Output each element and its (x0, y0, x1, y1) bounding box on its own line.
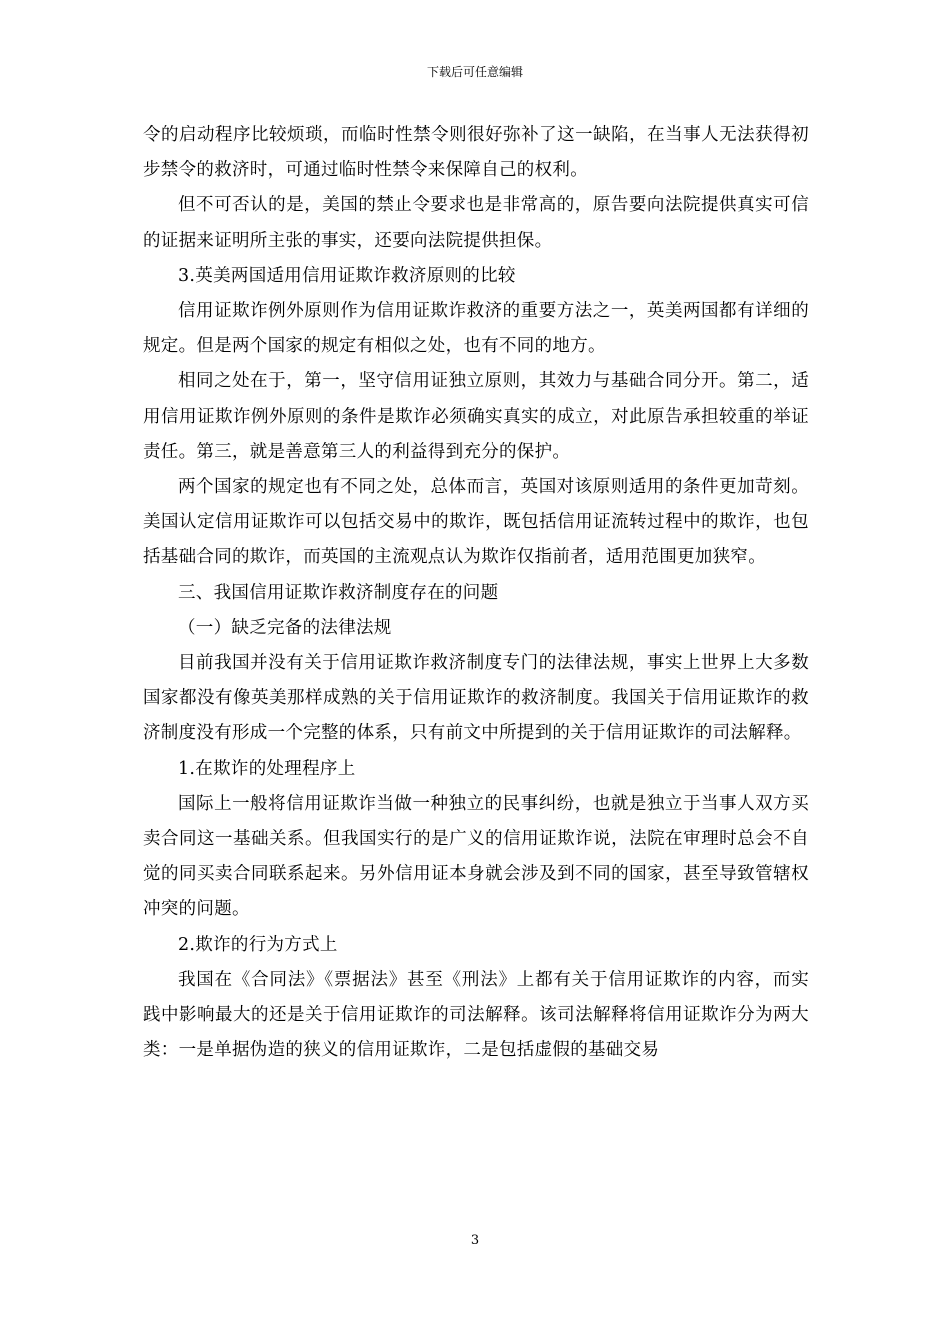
paragraph: 两个国家的规定也有不同之处，总体而言，英国对该原则适用的条件更加苛刻。美国认定信用证欺诈可以包括交易中的欺诈，既包括信用证流转过程中的欺诈，也包括基础合同的欺诈，而英国的主流观点认为欺诈仅指前者，适用范围更加狭窄。 (143, 477, 809, 568)
paragraph: 信用证欺诈例外原则作为信用证欺诈救济的重要方法之一，英美两国都有详细的规定。但是两个国家的规定有相似之处，也有不同的地方。 (143, 301, 809, 357)
page-header: 下载后可任意编辑 (426, 65, 523, 79)
paragraph: 国际上一般将信用证欺诈当做一种独立的民事纠纷，也就是独立于当事人双方买卖合同这一基础关系。但我国实行的是广义的信用证欺诈说，法院在审理时总会不自觉的同买卖合同联系起来。另外信用证本身就会涉及到不同的国家，甚至导致管辖权冲突的问题。 (143, 793, 809, 920)
page-number: 3 (470, 1233, 480, 1248)
paragraph: 令的启动程序比较烦琐，而临时性禁令则很好弥补了这一缺陷，在当事人无法获得初步禁令的救济时，可通过临时性禁令来保障自己的权利。 (143, 125, 809, 181)
paragraph: 目前我国并没有关于信用证欺诈救济制度专门的法律法规，事实上世界上大多数国家都没有像英美那样成熟的关于信用证欺诈的救济制度。我国关于信用证欺诈的救济制度没有形成一个完整的体系，只有前文中所提到的关于信用证欺诈的司法解释。 (143, 653, 809, 744)
section-heading: 三、我国信用证欺诈救济制度存在的问题 (178, 582, 499, 603)
subsection-heading: 1.在欺诈的处理程序上 (178, 758, 356, 779)
paragraph: 我国在《合同法》《票据法》甚至《刑法》上都有关于信用证欺诈的内容，而实践中影响最大的还是关于信用证欺诈的司法解释。该司法解释将信用证欺诈分为两大类：一是单据伪造的狭义的信用证欺诈，二是包括虚假的基础交易 (143, 969, 809, 1061)
section-heading: 3.英美两国适用信用证欺诈救济原则的比较 (178, 265, 516, 286)
document-body (143, 118, 809, 1068)
subsection-heading: 2.欺诈的行为方式上 (178, 934, 338, 955)
subsection-heading: （一）缺乏完备的法律法规 (178, 617, 392, 638)
paragraph: 相同之处在于，第一，坚守信用证独立原则，其效力与基础合同分开。第二，适用信用证欺诈例外原则的条件是欺诈必须确实真实的成立，对此原告承担较重的举证责任。第三，就是善意第三人的利益得到充分的保护。 (143, 371, 809, 462)
paragraph: 但不可否认的是，美国的禁止令要求也是非常高的，原告要向法院提供真实可信的证据来证明所主张的事实，还要向法院提供担保。 (143, 195, 809, 251)
